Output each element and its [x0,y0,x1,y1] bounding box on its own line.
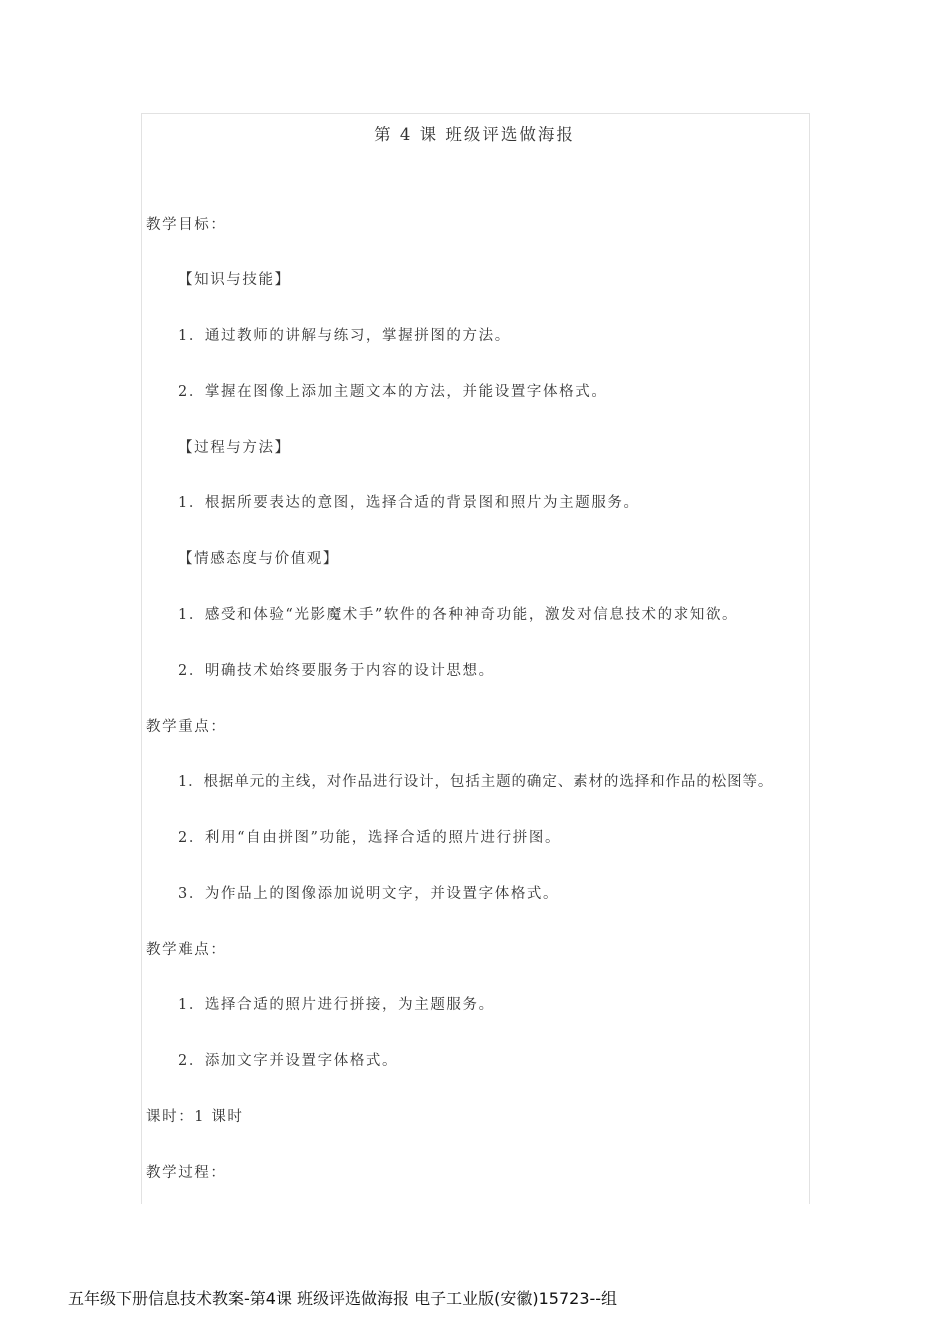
teaching-process-heading: 教学过程： [146,1165,227,1181]
knowledge-item: 1．通过教师的讲解与练习，掌握拼图的方法。 [178,328,511,344]
knowledge-item: 2．掌握在图像上添加主题文本的方法，并能设置字体格式。 [178,384,608,400]
goals-heading: 教学目标： [146,217,227,233]
keypoints-item: 3．为作品上的图像添加说明文字，并设置字体格式。 [178,886,560,902]
difficulties-heading: 教学难点： [146,942,227,958]
keypoints-item: 2．利用“自由拼图”功能，选择合适的照片进行拼图。 [178,830,562,846]
keypoints-item: 1．根据单元的主线，对作品进行设计，包括主题的确定、素材的选择和作品的松图等。 [178,774,774,790]
document-title: 第 4 课 班级评选做海报 [374,125,575,144]
footer-caption: 五年级下册信息技术教案-第4课 班级评选做海报 电子工业版(安徽)15723--组 [68,1289,618,1308]
emotion-item: 1．感受和体验“光影魔术手”软件的各种神奇功能，激发对信息技术的求知欲。 [178,607,739,623]
emotion-item: 2．明确技术始终要服务于内容的设计思想。 [178,663,495,679]
difficulties-item: 2．添加文字并设置字体格式。 [178,1053,399,1069]
class-hours: 课时：1 课时 [146,1109,244,1125]
difficulties-item: 1．选择合适的照片进行拼接，为主题服务。 [178,997,495,1013]
knowledge-heading: 【知识与技能】 [178,272,291,288]
emotion-heading: 【情感态度与价值观】 [178,551,339,567]
process-item: 1．根据所要表达的意图，选择合适的背景图和照片为主题服务。 [178,495,640,511]
keypoints-heading: 教学重点： [146,719,227,735]
process-heading: 【过程与方法】 [178,440,291,456]
